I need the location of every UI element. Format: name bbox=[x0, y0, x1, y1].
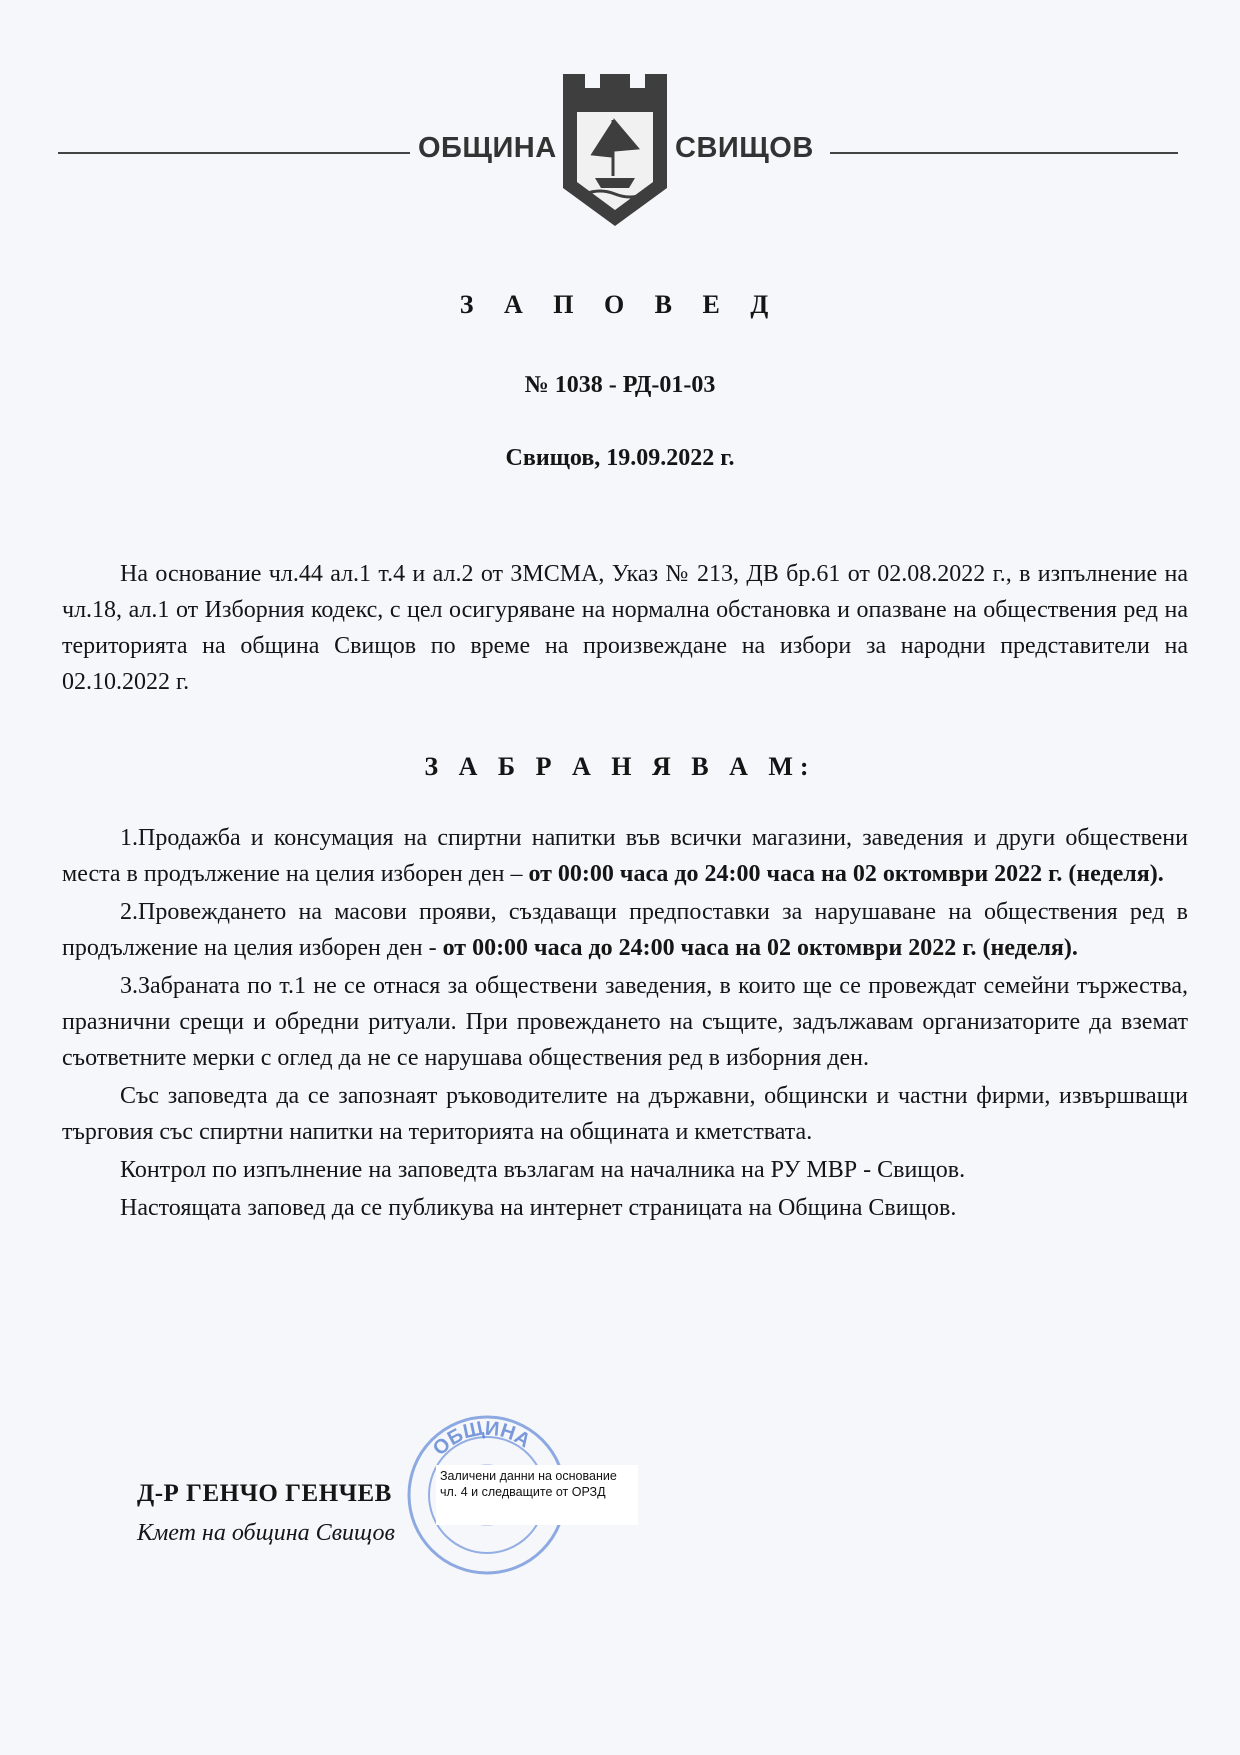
notify-paragraph: Със заповедта да се запознаят ръководителите на държавни, общински и частни фирми, извършващи търговия със спиртни напитки на територията на общината и кметствата. bbox=[62, 1083, 1188, 1145]
letterhead-word-left: ОБЩИНА bbox=[418, 132, 557, 164]
prohibition-item-1-bold: от 00:00 часа до 24:00 часа на 02 октомври 2022 г. (неделя). bbox=[528, 861, 1164, 887]
letterhead-word-right: СВИЩОВ bbox=[675, 132, 814, 164]
signer-name: Д-Р ГЕНЧО ГЕНЧЕВ bbox=[137, 1480, 392, 1507]
prohibition-item-2 bbox=[62, 894, 1188, 966]
prohibit-heading: З А Б Р А Н Я В А М: bbox=[424, 752, 816, 781]
header-rule-right bbox=[830, 152, 1178, 154]
document-place-date: Свищов, 19.09.2022 г. bbox=[505, 445, 735, 471]
intro-paragraph: На основание чл.44 ал.1 т.4 и ал.2 от ЗМСМА, Указ № 213, ДВ бр.61 от 02.08.2022 г., в изпълнение на чл.18, ал.1 от Изборния кодекс, с цел осигуряване на нормална обстановка и опазване на обществения ред на територията на община Свищов по време на произвеждане на избори за народни представители на 02.10.2022 г. bbox=[62, 561, 1188, 695]
redaction-note-line-2: чл. 4 и следващите от ОРЗД bbox=[440, 1485, 606, 1499]
signer-title: Кмет на община Свищов bbox=[137, 1520, 395, 1546]
redaction-note-line-1: Заличени данни на основание bbox=[440, 1469, 617, 1483]
castle-ship-emblem-icon bbox=[555, 70, 675, 230]
signature-block bbox=[137, 1480, 395, 1547]
prohibition-item-2-bold: от 00:00 часа до 24:00 часа на 02 октомври 2022 г. (неделя). bbox=[442, 935, 1078, 961]
document-title: З А П О В Е Д bbox=[459, 290, 781, 319]
publish-paragraph: Настоящата заповед да се публикува на интернет страницата на Община Свищов. bbox=[120, 1195, 957, 1221]
prohibition-item-2-text: 2.Провеждането на масови прояви, създаващи предпоставки за нарушаване на обществения ред в продължение на целия изборен ден - bbox=[62, 899, 1188, 961]
prohibitions-section bbox=[62, 820, 1188, 1226]
svg-text:ОБЩИНА: ОБЩИНА bbox=[428, 1417, 535, 1461]
redaction-note bbox=[436, 1465, 638, 1525]
document-number: № 1038 - РД-01-03 bbox=[524, 372, 716, 398]
control-paragraph: Контрол по изпълнение на заповедта възлагам на началника на РУ МВР - Свищов. bbox=[120, 1157, 966, 1183]
prohibition-item-1 bbox=[62, 820, 1188, 892]
prohibition-item-3: 3.Забраната по т.1 не се отнася за обществени заведения, в които ще се провеждат семейни тържества, празнични срещи и обредни ритуали. При провеждането на същите, задължавам организаторите да вземат съответните мерки с оглед да не се нарушава обществения ред в изборния ден. bbox=[62, 973, 1188, 1071]
header-rule-left bbox=[58, 152, 410, 154]
letterhead bbox=[0, 70, 1240, 240]
intro-section bbox=[62, 556, 1188, 700]
prohibition-item-1-text: 1.Продажба и консумация на спиртни напитки във всички магазини, заведения и други обществени места в продължение на целия изборен ден – bbox=[62, 825, 1188, 887]
